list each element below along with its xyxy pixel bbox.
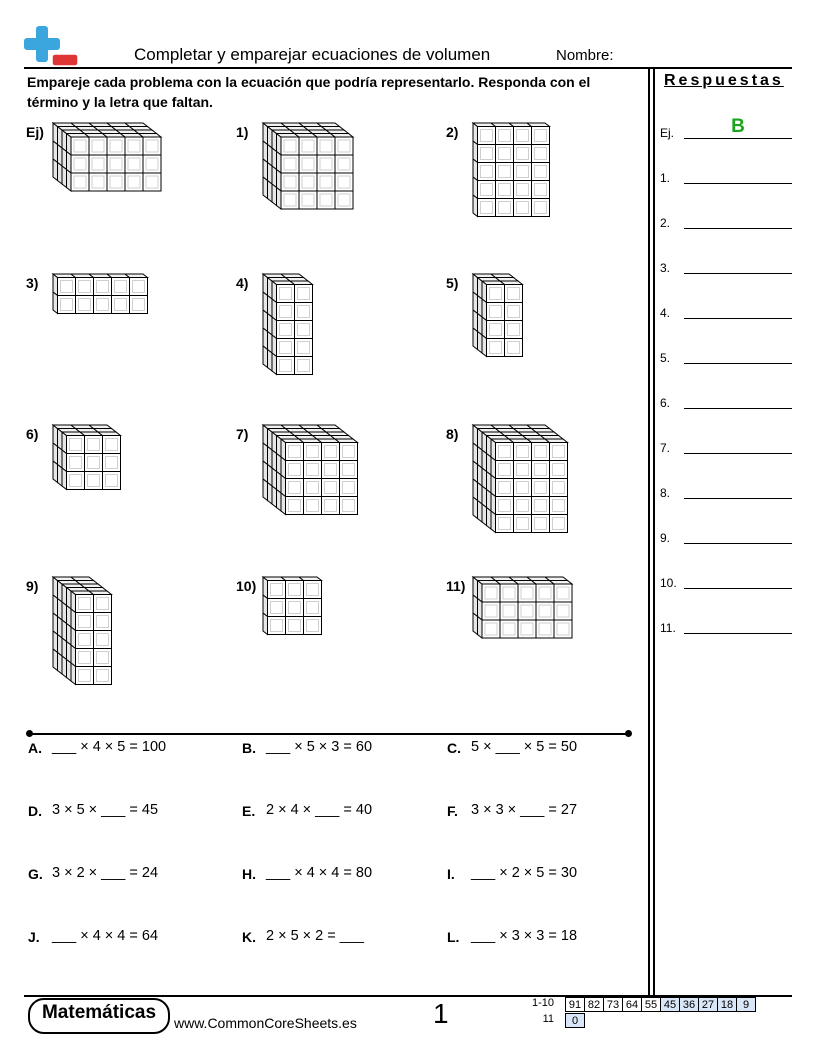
cube-face [58,465,63,487]
equation-text: ___ × 4 × 4 = 80 [266,865,373,881]
problem-figure [52,122,162,197]
cube-figure [472,424,569,534]
cube-face [326,130,349,134]
cube-face [317,425,340,429]
cube-face [263,613,268,635]
brand-label: Matemáticas [41,1002,157,1023]
cube-figure [472,273,524,358]
problem-label: 11) [446,578,466,594]
cube-face [487,508,492,530]
answer-field[interactable] [684,273,792,274]
cube-face [473,195,478,217]
cube-face [53,649,58,671]
cube-face [478,332,483,354]
page-title: Completar y emparejar ecuaciones de volumen [134,45,491,64]
cube-face [331,134,354,138]
cube-face [71,663,76,685]
cube-face [532,429,555,433]
cube-face [281,274,304,278]
cube-figure [52,122,162,192]
problem-figure [262,576,323,641]
equation-letter: C. [447,740,461,756]
equation-letter: H. [242,866,256,882]
cube-face [98,432,121,436]
cube-figure [472,122,551,218]
answer-label: 6. [660,396,671,410]
score-cell: 64 [622,997,642,1012]
cube-figure [262,424,359,516]
cube-face [281,493,286,515]
answer-field[interactable] [684,498,792,499]
cube-figure [262,273,314,376]
separator-dot-left [26,730,33,737]
answer-label: 4. [660,306,671,320]
cube-figure [52,424,122,491]
section-separator [29,733,629,735]
answer-label: 7. [660,441,671,455]
cube-face [62,166,67,188]
answer-label: 1. [660,171,671,185]
cube-face [482,335,487,357]
cube-face [67,170,72,192]
cube-face [541,436,564,440]
score-cell: 9 [736,997,756,1012]
score-cell: 45 [660,997,680,1012]
cube-face [277,188,282,210]
cube-face [317,123,340,127]
score-cell: 0 [565,1013,585,1028]
score-cell: 91 [565,997,585,1012]
equation-text: 3 × 3 × ___ = 27 [471,802,578,818]
answer-label: 11. [660,621,676,635]
cube-figure [262,122,354,210]
score-cell: 27 [698,997,718,1012]
answer-field[interactable] [684,408,792,409]
cube-face [545,577,568,581]
cube-face [550,581,573,585]
answer-label: 10. [660,576,677,590]
problem-figure [52,424,122,496]
answer-field[interactable] [684,138,792,139]
problem-label: 8) [446,426,459,442]
equation-text: ___ × 5 × 3 = 60 [266,739,373,755]
logo-icon [22,24,80,73]
problem-figure [262,424,359,521]
cube-face [89,425,112,429]
cube-face [286,278,309,282]
problem-label: 4) [236,275,249,291]
answer-field[interactable] [684,543,792,544]
cube-face [500,281,523,285]
problem-figure [472,273,524,363]
problem-label: 5) [446,275,459,291]
equation-letter: B. [242,740,256,756]
cube-face [268,350,273,372]
answer-field[interactable] [684,318,792,319]
cube-face [272,184,277,206]
cube-face [85,588,108,592]
cube-face [299,577,322,581]
cube-face [335,439,358,443]
score-row-label: 1-10 [531,997,554,1009]
equation-text: 3 × 2 × ___ = 24 [52,865,159,881]
answer-label: 9. [660,531,671,545]
cube-figure [262,576,323,636]
cube-face [482,504,487,526]
answer-label: Ej. [660,126,675,140]
score-cell: 18 [717,997,737,1012]
answer-field[interactable] [684,363,792,364]
page-number: 1 [433,998,449,1029]
score-cell: 55 [641,997,661,1012]
answer-label: 2. [660,216,671,230]
cube-face [53,292,58,314]
problem-label: Ej) [26,124,44,140]
cube-face [478,501,483,523]
cube-face [53,159,58,181]
answer-field[interactable] [684,228,792,229]
cube-face [94,429,117,433]
problem-figure [52,273,149,320]
problem-figure [52,576,113,691]
cube-face [71,577,94,581]
equation-text: ___ × 4 × 5 = 100 [52,739,167,755]
cube-face [272,353,277,375]
cube-face [125,274,148,278]
cube-face [491,511,496,533]
cube-face [67,660,72,682]
cube-face [322,127,345,131]
problem-label: 6) [26,426,39,442]
instructions: Empareje cada problema con la ecuación que podría representarlo. Responda con el término y la letra que faltan. [27,74,591,110]
equation-letter: F. [447,803,458,819]
score-row [524,1013,756,1028]
cube-face [125,123,148,127]
column-divider [648,68,650,996]
answer-label: 3. [660,261,671,275]
problem-figure [472,424,569,539]
cube-face [545,439,568,443]
cube-face [58,653,63,675]
problem-figure [262,273,314,381]
equation-letter: K. [242,929,256,945]
equation-letter: E. [242,803,256,819]
cube-face [527,123,550,127]
problem-label: 10) [236,578,257,594]
equation-text: 5 × ___ × 5 = 50 [471,739,578,755]
answer-field[interactable] [684,453,792,454]
cube-face [80,584,103,588]
cube-face [139,134,162,138]
cube-face [290,281,313,285]
cube-face [263,479,268,501]
cube-face [76,581,99,585]
cube-face [134,130,157,134]
problem-label: 2) [446,124,459,140]
cube-face [130,127,153,131]
score-cell: 73 [603,997,623,1012]
cube-face [58,163,63,185]
cube-figure [52,273,149,315]
cube-face [89,591,112,595]
equation-letter: D. [28,803,42,819]
equation-letter: J. [28,929,40,945]
equation-text: ___ × 4 × 4 = 64 [52,928,159,944]
cube-figure [472,576,573,639]
cube-face [53,461,58,483]
problem-label: 1) [236,124,249,140]
cube-figure [52,576,113,686]
cube-face [491,274,514,278]
equation-text: ___ × 3 × 3 = 18 [471,928,578,944]
equation-text: 2 × 5 × 2 = ___ [266,928,364,944]
answer-label: 5. [660,351,671,365]
equation-letter: I. [447,866,455,882]
score-cell: 36 [679,997,699,1012]
column-divider-double [653,68,655,996]
cube-face [277,490,282,512]
website-link[interactable]: www.CommonCoreSheets.es [174,1015,357,1031]
equation-text: 2 × 4 × ___ = 40 [266,802,373,818]
cube-face [496,278,519,282]
header-divider [24,67,792,69]
cube-face [268,483,273,505]
equation-letter: A. [28,740,42,756]
name-label: Nombre: [556,47,614,64]
score-row-label: 11 [542,1013,554,1025]
equation-text: ___ × 2 × 5 = 30 [471,865,578,881]
cube-face [263,177,268,199]
cube-face [473,497,478,519]
cube-face [62,468,67,490]
score-cell: 82 [584,997,604,1012]
equation-letter: L. [447,929,460,945]
cube-face [473,613,478,635]
answer-field[interactable] [684,633,792,634]
answer-field[interactable] [684,183,792,184]
cube-face [268,181,273,203]
cube-face [326,432,349,436]
answer-value: B [731,116,745,137]
cube-face [263,346,268,368]
cube-face [272,486,277,508]
cube-face [473,328,478,350]
cube-face [478,617,483,639]
cube-face [527,425,550,429]
score-table [524,997,756,1028]
answer-label: 8. [660,486,671,500]
cube-face [322,429,345,433]
problem-figure [472,576,573,644]
score-row [524,997,756,1012]
problem-figure [262,122,354,215]
problem-label: 7) [236,426,249,442]
answers-title: Respuestas [664,72,784,89]
cube-face [536,432,559,436]
cube-face [62,656,67,678]
answer-field[interactable] [684,588,792,589]
equation-text: 3 × 5 × ___ = 45 [52,802,159,818]
problem-figure [472,122,551,223]
problem-label: 9) [26,578,39,594]
equation-letter: G. [28,866,43,882]
separator-dot-right [625,730,632,737]
problem-label: 3) [26,275,39,291]
cube-face [331,436,354,440]
